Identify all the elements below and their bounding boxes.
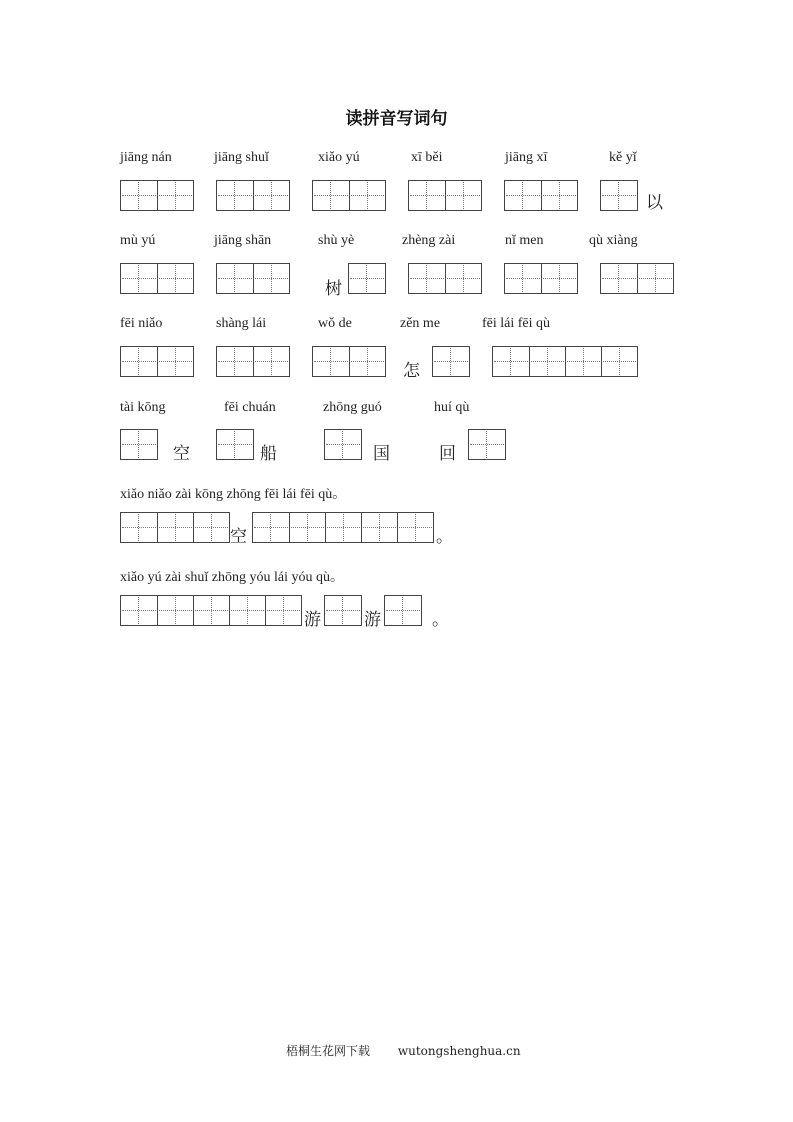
pinyin-prompt: zěn me <box>400 316 441 331</box>
writing-grid[interactable] <box>312 346 386 377</box>
pinyin-prompt: xī běi <box>411 150 443 165</box>
writing-grid[interactable] <box>432 346 470 377</box>
pinyin-prompt: shàng lái <box>216 316 267 331</box>
grid-cell[interactable] <box>469 430 505 459</box>
given-character: 树 <box>325 279 342 299</box>
grid-cell[interactable] <box>157 596 193 625</box>
pinyin-prompt: huí qù <box>434 400 470 415</box>
writing-grid[interactable] <box>120 263 194 294</box>
page-title: 读拼音写词句 <box>345 109 448 129</box>
pinyin-prompt: zhōng guó <box>323 400 382 415</box>
grid-cell[interactable] <box>325 596 361 625</box>
footer <box>286 1042 521 1059</box>
given-character: 国 <box>373 444 390 464</box>
grid-cell[interactable] <box>121 181 157 210</box>
writing-grid[interactable] <box>324 429 362 460</box>
grid-cell[interactable] <box>121 596 157 625</box>
given-character: 空 <box>173 444 190 464</box>
writing-grid[interactable] <box>504 180 578 211</box>
given-character: 回 <box>439 444 456 464</box>
writing-grid[interactable] <box>324 595 362 626</box>
grid-cell[interactable] <box>229 596 265 625</box>
pinyin-prompt: xiǎo yú <box>318 150 360 165</box>
grid-cell[interactable] <box>493 347 529 376</box>
grid-cell[interactable] <box>349 181 385 210</box>
footer-site-link[interactable]: wutongshenghua.cn <box>397 1044 521 1058</box>
sentence-period: 。 <box>436 527 453 547</box>
grid-cell[interactable] <box>253 181 289 210</box>
grid-cell[interactable] <box>565 347 601 376</box>
pinyin-prompt: fēi niǎo <box>120 316 163 331</box>
grid-cell[interactable] <box>121 264 157 293</box>
writing-grid[interactable] <box>348 263 386 294</box>
pinyin-prompt: jiāng nán <box>120 150 172 165</box>
pinyin-prompt: fēi lái fēi qù <box>482 316 551 331</box>
grid-cell[interactable] <box>637 264 673 293</box>
grid-cell[interactable] <box>121 430 157 459</box>
pinyin-prompt: jiāng shān <box>214 233 272 248</box>
writing-grid[interactable] <box>600 180 638 211</box>
writing-grid[interactable] <box>492 346 638 377</box>
writing-grid[interactable] <box>384 595 422 626</box>
grid-cell[interactable] <box>265 596 301 625</box>
writing-grid[interactable] <box>252 512 434 543</box>
grid-cell[interactable] <box>349 264 385 293</box>
pinyin-prompt: jiāng xī <box>505 150 548 165</box>
writing-grid[interactable] <box>216 429 254 460</box>
writing-grid[interactable] <box>408 263 482 294</box>
pinyin-prompt: jiāng shuǐ <box>214 150 269 165</box>
given-character: 空 <box>230 527 247 547</box>
given-character: 怎 <box>403 361 420 381</box>
writing-grid[interactable] <box>120 595 302 626</box>
writing-grid[interactable] <box>312 180 386 211</box>
footer-site-name: 梧桐生花网下载 <box>286 1044 371 1058</box>
grid-cell[interactable] <box>217 347 253 376</box>
grid-cell[interactable] <box>433 347 469 376</box>
grid-cell[interactable] <box>505 264 541 293</box>
grid-cell[interactable] <box>601 347 637 376</box>
writing-grid[interactable] <box>120 180 194 211</box>
grid-cell[interactable] <box>397 513 433 542</box>
grid-cell[interactable] <box>445 264 481 293</box>
grid-cell[interactable] <box>121 513 157 542</box>
grid-cell[interactable] <box>505 181 541 210</box>
pinyin-prompt: fēi chuán <box>224 400 276 415</box>
grid-cell[interactable] <box>217 181 253 210</box>
grid-cell[interactable] <box>253 513 289 542</box>
grid-cell[interactable] <box>253 264 289 293</box>
grid-cell[interactable] <box>601 264 637 293</box>
grid-cell[interactable] <box>157 347 193 376</box>
grid-cell[interactable] <box>529 347 565 376</box>
given-character: 以 <box>646 193 663 213</box>
grid-cell[interactable] <box>541 264 577 293</box>
writing-grid[interactable] <box>216 346 290 377</box>
grid-cell[interactable] <box>601 181 637 210</box>
grid-cell[interactable] <box>253 347 289 376</box>
grid-cell[interactable] <box>313 347 349 376</box>
writing-grid[interactable] <box>216 263 290 294</box>
grid-cell[interactable] <box>217 430 253 459</box>
grid-cell[interactable] <box>157 181 193 210</box>
grid-cell[interactable] <box>217 264 253 293</box>
pinyin-prompt: xiǎo niǎo zài kōng zhōng fēi lái fēi qù。 <box>120 487 347 502</box>
grid-cell[interactable] <box>325 513 361 542</box>
grid-cell[interactable] <box>385 596 421 625</box>
pinyin-prompt: shù yè <box>318 233 355 248</box>
writing-grid[interactable] <box>600 263 674 294</box>
grid-cell[interactable] <box>121 347 157 376</box>
pinyin-prompt: mù yú <box>120 233 156 248</box>
grid-cell[interactable] <box>325 430 361 459</box>
given-character: 游 <box>304 610 321 630</box>
grid-cell[interactable] <box>157 264 193 293</box>
writing-grid[interactable] <box>120 346 194 377</box>
pinyin-prompt: nǐ men <box>505 233 544 248</box>
grid-cell[interactable] <box>193 513 229 542</box>
grid-cell[interactable] <box>409 264 445 293</box>
writing-grid[interactable] <box>408 180 482 211</box>
given-character: 游 <box>364 610 381 630</box>
grid-cell[interactable] <box>541 181 577 210</box>
grid-cell[interactable] <box>313 181 349 210</box>
writing-grid[interactable] <box>468 429 506 460</box>
grid-cell[interactable] <box>193 596 229 625</box>
pinyin-prompt: xiǎo yú zài shuǐ zhōng yóu lái yóu qù。 <box>120 570 344 585</box>
pinyin-prompt: wǒ de <box>318 316 352 331</box>
writing-grid[interactable] <box>216 180 290 211</box>
pinyin-prompt: zhèng zài <box>402 233 456 248</box>
grid-cell[interactable] <box>349 347 385 376</box>
grid-cell[interactable] <box>289 513 325 542</box>
grid-cell[interactable] <box>445 181 481 210</box>
pinyin-prompt: kě yǐ <box>609 150 637 165</box>
grid-cell[interactable] <box>361 513 397 542</box>
given-character: 船 <box>260 444 277 464</box>
pinyin-prompt: tài kōng <box>120 400 166 415</box>
grid-cell[interactable] <box>409 181 445 210</box>
pinyin-prompt: qù xiàng <box>589 233 638 248</box>
sentence-period: 。 <box>432 610 449 630</box>
writing-grid[interactable] <box>504 263 578 294</box>
writing-grid[interactable] <box>120 512 230 543</box>
writing-grid[interactable] <box>120 429 158 460</box>
grid-cell[interactable] <box>157 513 193 542</box>
